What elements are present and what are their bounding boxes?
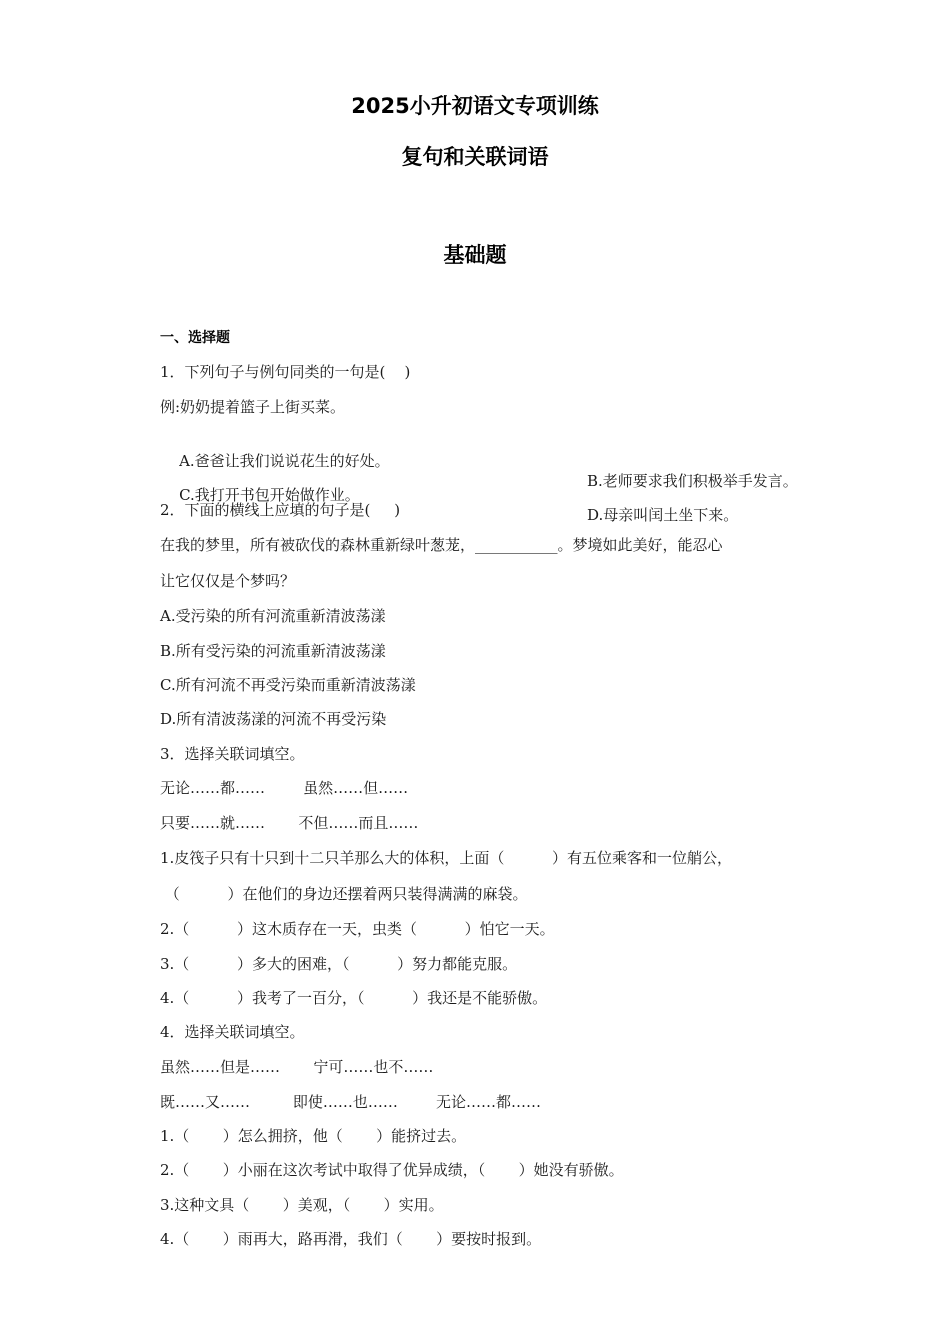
question-2-stem: 2．下面的横线上应填的句子是( ) xyxy=(160,501,401,519)
document-subtitle: 复句和关联词语 xyxy=(401,145,549,169)
question-3-sentence-2: 2.（ ）这木质存在一天，虫类（ ）怕它一天。 xyxy=(160,920,555,938)
question-4-sentence-3: 3.这种文具（ ）美观，（ ）实用。 xyxy=(160,1196,444,1214)
question-4-word-bank-1: 虽然……但是…… 宁可……也不…… xyxy=(160,1058,434,1076)
question-1-option-a: A.爸爸让我们说说花生的好处。 xyxy=(179,452,390,470)
section-heading-choice: 一、选择题 xyxy=(160,330,230,346)
question-2-option-a: A.受污染的所有河流重新清波荡漾 xyxy=(160,607,386,625)
question-3-sentence-4: 4.（ ）我考了一百分，（ ）我还是不能骄傲。 xyxy=(160,989,548,1007)
question-3-stem: 3．选择关联词填空。 xyxy=(160,745,305,763)
question-1-example: 例:奶奶提着篮子上街买菜。 xyxy=(160,398,346,416)
question-3-sentence-3: 3.（ ）多大的困难，（ ）努力都能克服。 xyxy=(160,955,518,973)
question-1-option-d: D.母亲叫闰土坐下来。 xyxy=(587,506,739,524)
question-2-text-line-1: 在我的梦里，所有被砍伐的森林重新绿叶葱茏，___________。梦境如此美好，能忍心 xyxy=(160,536,723,554)
question-2-option-d: D.所有清波荡漾的河流不再受污染 xyxy=(160,710,387,728)
difficulty-heading: 基础题 xyxy=(443,243,507,267)
question-2-option-b: B.所有受污染的河流重新清波荡漾 xyxy=(160,642,386,660)
question-4-sentence-2: 2.（ ）小丽在这次考试中取得了优异成绩，（ ）她没有骄傲。 xyxy=(160,1161,624,1179)
question-2-option-c: C.所有河流不再受污染而重新清波荡漾 xyxy=(160,676,416,694)
question-1-option-c: C.我打开书包开始做作业。 xyxy=(179,486,360,504)
question-4-sentence-1: 1.（ ）怎么拥挤，他（ ）能挤过去。 xyxy=(160,1127,467,1145)
question-4-stem: 4．选择关联词填空。 xyxy=(160,1023,305,1041)
question-2-text-line-2: 让它仅仅是个梦吗？ xyxy=(160,572,296,590)
question-3-sentence-1b: （ ）在他们的身边还摆着两只装得满满的麻袋。 xyxy=(160,885,528,903)
question-3-word-bank-1: 无论……都…… 虽然……但…… xyxy=(160,779,409,797)
document-title: 2025小升初语文专项训练 xyxy=(351,94,599,118)
question-3-sentence-1a: 1.皮筏子只有十只到十二只羊那么大的体积，上面（ ）有五位乘客和一位艄公， xyxy=(160,849,732,867)
question-4-sentence-4: 4.（ ）雨再大，路再滑，我们（ ）要按时报到。 xyxy=(160,1230,542,1248)
question-4-word-bank-2: 既……又…… 即使……也…… 无论……都…… xyxy=(160,1093,542,1111)
question-1-option-b: B.老师要求我们积极举手发言。 xyxy=(587,472,798,490)
question-1-stem: 1．下列句子与例句同类的一句是( ) xyxy=(160,363,411,381)
question-3-word-bank-2: 只要……就…… 不但……而且…… xyxy=(160,814,419,832)
